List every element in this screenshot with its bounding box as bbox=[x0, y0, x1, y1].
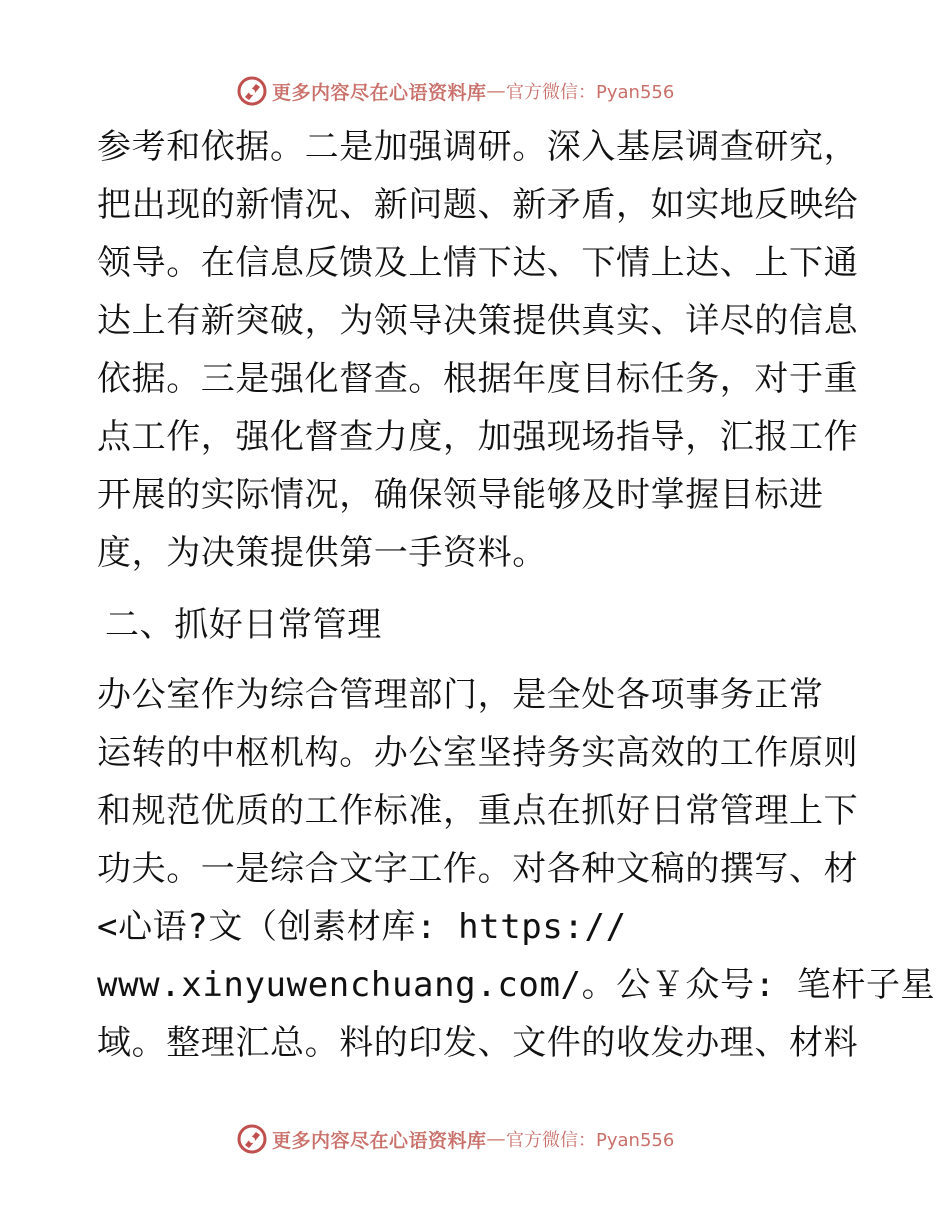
banner-wechat: 官方微信：Pyan556 bbox=[506, 82, 675, 103]
pen-logo-icon bbox=[236, 1123, 268, 1155]
document-body bbox=[97, 118, 936, 1072]
text-line: www.xinyuwenchuang.com/。公￥众号: 笔杆子星 bbox=[97, 965, 936, 1005]
section-heading: 二、抓好日常管理 bbox=[105, 605, 382, 645]
banner-separator: — bbox=[486, 1128, 507, 1150]
text-line: 达上有新突破，为领导决策提供真实、详尽的信息 bbox=[97, 301, 859, 341]
text-line: 开展的实际情况，确保领导能够及时掌握目标进 bbox=[97, 475, 824, 515]
text-line: 域。整理汇总。料的印发、文件的收发办理、材料 bbox=[97, 1023, 859, 1063]
paragraph-2 bbox=[97, 666, 936, 1072]
header-watermark bbox=[236, 74, 674, 108]
banner-title: 更多内容尽在心语资料库 bbox=[272, 1129, 487, 1152]
banner-title: 更多内容尽在心语资料库 bbox=[272, 81, 487, 104]
banner-wechat: 官方微信：Pyan556 bbox=[506, 1130, 675, 1151]
paragraph-1 bbox=[97, 118, 857, 582]
text-line: 办公室作为综合管理部门，是全处各项事务正常 bbox=[97, 675, 824, 715]
pen-logo-icon bbox=[236, 75, 268, 107]
text-line: 运转的中枢机构。办公室坚持务实高效的工作原则 bbox=[97, 733, 859, 773]
text-line: 点工作，强化督查力度，加强现场指导，汇报工作 bbox=[97, 417, 859, 457]
banner-separator: — bbox=[486, 80, 507, 102]
text-line: 和规范优质的工作标准，重点在抓好日常管理上下 bbox=[97, 791, 859, 831]
text-line: <心语?文（创素材库: https:// bbox=[97, 907, 627, 947]
text-line: 依据。三是强化督查。根据年度目标任务，对于重 bbox=[97, 359, 859, 399]
footer-watermark bbox=[236, 1122, 674, 1156]
text-line: 度，为决策提供第一手资料。 bbox=[97, 533, 547, 573]
text-line: 把出现的新情况、新问题、新矛盾，如实地反映给 bbox=[97, 185, 859, 225]
text-line: 领导。在信息反馈及上情下达、下情上达、上下通 bbox=[97, 243, 859, 283]
text-line: 参考和依据。二是加强调研。深入基层调查研究， bbox=[97, 127, 859, 167]
text-line: 功夫。一是综合文字工作。对各种文稿的撰写、材 bbox=[97, 849, 859, 889]
